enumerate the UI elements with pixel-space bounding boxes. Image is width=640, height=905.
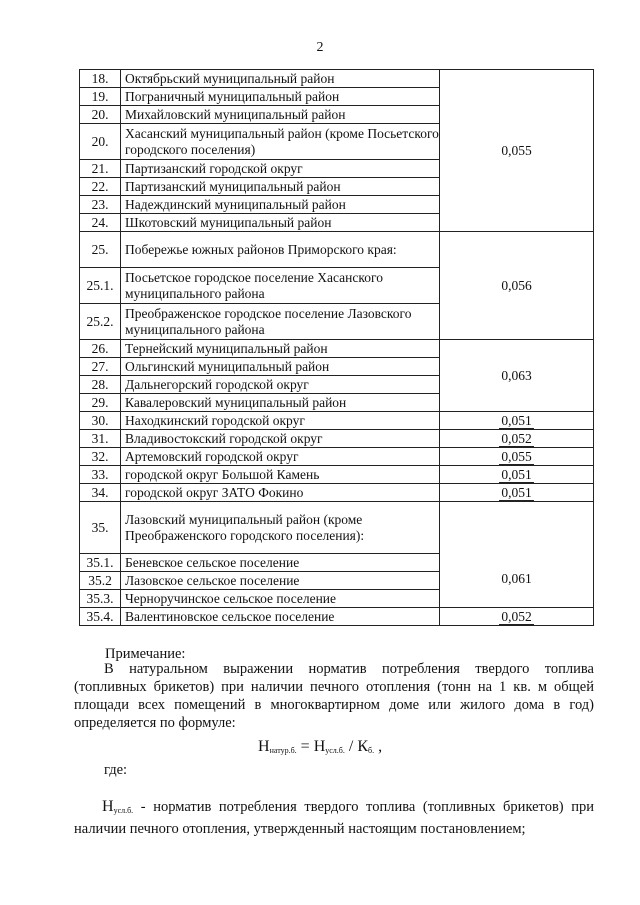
value-text: 0,051 [501, 467, 532, 482]
row-number: 35.4. [80, 608, 121, 626]
row-number: 23. [80, 196, 121, 214]
row-name: Черноручинское сельское поселение [121, 590, 440, 608]
value-text: 0,052 [501, 431, 532, 446]
value-cell [440, 448, 594, 466]
row-name: Беневское сельское поселение [121, 554, 440, 572]
definition [74, 798, 594, 838]
value-text: 0,052 [501, 609, 532, 624]
value-text: 0,051 [501, 485, 532, 500]
row-name: Лазовское сельское поселение [121, 572, 440, 590]
table-row [80, 448, 594, 466]
formula-rhs1-sub: усл.б. [325, 746, 345, 755]
row-number: 34. [80, 484, 121, 502]
value-cell [440, 608, 594, 626]
value-text: 0,055 [501, 143, 532, 158]
row-name: Хасанский муниципальный район (кроме Посьетского городского поселения) [121, 124, 440, 160]
value-text: 0,061 [501, 571, 532, 586]
row-number: 33. [80, 466, 121, 484]
where-label: где: [104, 762, 128, 778]
row-name: городской округ ЗАТО Фокино [121, 484, 440, 502]
value-cell [440, 232, 594, 340]
row-number: 20. [80, 106, 121, 124]
table-row [80, 70, 594, 88]
definition-sym: Н [102, 798, 114, 815]
formula-rhs2: К [357, 738, 368, 755]
row-name: Артемовский городской округ [121, 448, 440, 466]
definition-symbol [102, 798, 133, 815]
formula-div: / [344, 738, 358, 755]
row-number: 18. [80, 70, 121, 88]
note-body: В натуральном выражении норматив потребления твердого топлива (топливных брикетов) при наличии печного отопления (тонн на 1 кв. м общей площади всех помещений в многоквартирном доме или жилого дома в год) определяется по формуле: [74, 661, 594, 731]
row-number: 24. [80, 214, 121, 232]
row-name: Октябрьский муниципальный район [121, 70, 440, 88]
value-cell [440, 70, 594, 232]
row-number: 25.2. [80, 304, 121, 340]
row-number: 26. [80, 340, 121, 358]
row-name: Побережье южных районов Приморского края: [121, 232, 440, 268]
table-row [80, 484, 594, 502]
row-number: 20. [80, 124, 121, 160]
row-name: Ольгинский муниципальный район [121, 358, 440, 376]
row-name: Находкинский городской округ [121, 412, 440, 430]
norms-table [79, 69, 594, 626]
page-number: 2 [316, 40, 324, 55]
formula-rhs1: Н [313, 738, 326, 755]
row-name: Шкотовский муниципальный район [121, 214, 440, 232]
formula-lhs: Н [258, 738, 270, 755]
value-text: 0,051 [501, 413, 532, 428]
row-number: 25.1. [80, 268, 121, 304]
table-row [80, 502, 594, 554]
note-title: Примечание: [105, 646, 186, 662]
formula-rhs2-sub: б. [368, 746, 375, 755]
row-number: 35.2 [80, 572, 121, 590]
row-name: городской округ Большой Камень [121, 466, 440, 484]
row-number: 29. [80, 394, 121, 412]
value-cell [440, 466, 594, 484]
row-number: 30. [80, 412, 121, 430]
definition-text: - норматив потребления твердого топлива (топливных брикетов) при наличии печного отопления, утвержденный настоящим постановлением; [74, 799, 594, 837]
row-number: 27. [80, 358, 121, 376]
table-row [80, 412, 594, 430]
row-number: 25. [80, 232, 121, 268]
row-number: 28. [80, 376, 121, 394]
row-name: Дальнегорский городской округ [121, 376, 440, 394]
value-cell [440, 502, 594, 608]
table-row [80, 430, 594, 448]
row-name: Посьетское городское поселение Хасанского муниципального района [121, 268, 440, 304]
value-text: 0,063 [501, 368, 532, 383]
row-number: 31. [80, 430, 121, 448]
value-cell [440, 430, 594, 448]
row-name: Пограничный муниципальный район [121, 88, 440, 106]
formula-lhs-sub: натур.б. [269, 746, 297, 755]
table-row [80, 466, 594, 484]
table-row [80, 232, 594, 268]
table-row [80, 340, 594, 358]
definition-sym-sub: усл.б. [113, 806, 134, 815]
row-name: Партизанский муниципальный район [121, 178, 440, 196]
row-name: Михайловский муниципальный район [121, 106, 440, 124]
value-cell [440, 340, 594, 412]
row-number: 22. [80, 178, 121, 196]
row-number: 21. [80, 160, 121, 178]
value-text: 0,055 [501, 449, 532, 464]
row-name: Валентиновское сельское поселение [121, 608, 440, 626]
value-cell [440, 484, 594, 502]
row-name: Тернейский муниципальный район [121, 340, 440, 358]
row-number: 35. [80, 502, 121, 554]
row-name: Лазовский муниципальный район (кроме Преображенского городского поселения): [121, 502, 440, 554]
value-text: 0,056 [501, 278, 532, 293]
row-name: Преображенское городское поселение Лазовского муниципального района [121, 304, 440, 340]
formula-eq: = [296, 738, 314, 755]
table-row [80, 608, 594, 626]
row-number: 19. [80, 88, 121, 106]
row-name: Кавалеровский муниципальный район [121, 394, 440, 412]
value-cell [440, 412, 594, 430]
row-number: 32. [80, 448, 121, 466]
row-name: Надеждинский муниципальный район [121, 196, 440, 214]
row-number: 35.3. [80, 590, 121, 608]
formula [258, 738, 382, 756]
formula-tail: , [374, 738, 383, 755]
row-name: Партизанский городской округ [121, 160, 440, 178]
row-name: Владивостокский городской округ [121, 430, 440, 448]
row-number: 35.1. [80, 554, 121, 572]
